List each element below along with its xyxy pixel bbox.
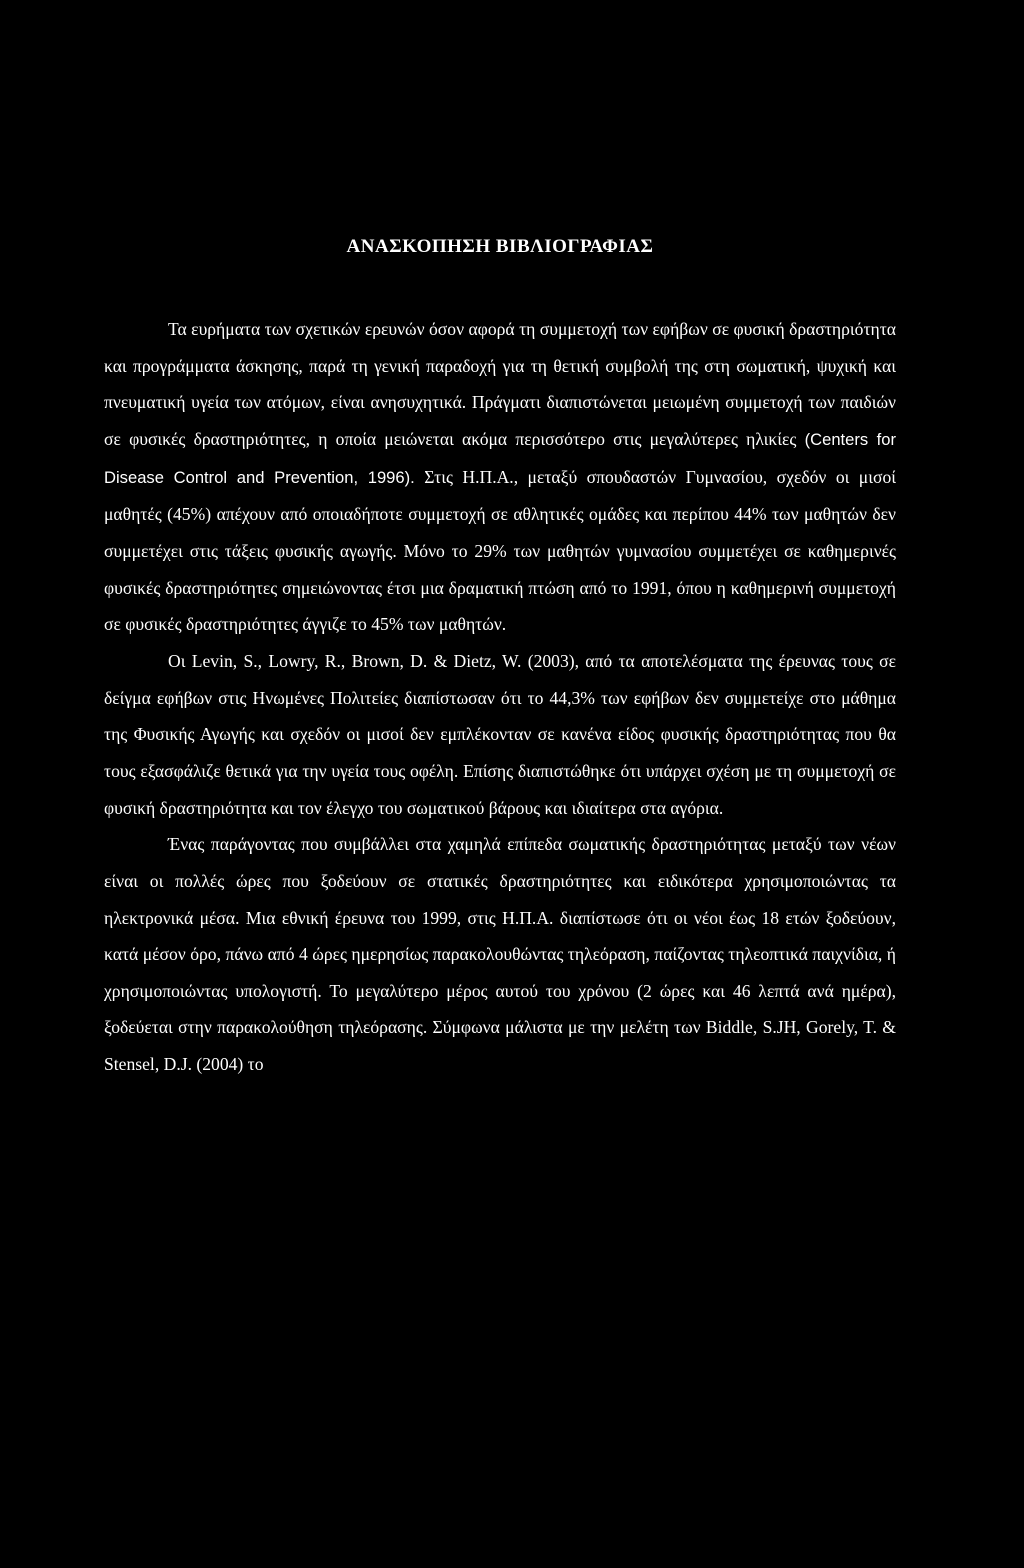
paragraph-1-text-start: Τα ευρήματα των σχετικών ερευνών όσον αφορά τη συμμετοχή των εφήβων σε φυσική δραστηριότητα και προγράμματα άσκησης, παρά τη γενική παραδοχή για τη θετική συμβολή της στη σωματική, ψυχική και πνευματική υγεία των ατόμων, είναι ανησυχητικά. Πράγματι διαπιστώνεται μειωμένη συμμετοχή των παιδιών σε φυσικές δραστηριότητες, η οποία μειώνεται ακόμα περισσότερο στις μεγαλύτερες ηλικίες (104, 319, 896, 449)
paragraph-2: Οι Levin, S., Lowry, R., Brown, D. & Dietz, W. (2003), από τα αποτελέσματα της έρευνας τους σε δείγμα εφήβων στις Ηνωμένες Πολιτείες διαπίστωσαν ότι το 44,3% των εφήβων δεν συμμετείχε στο μάθημα της Φυσικής Αγωγής και σχεδόν οι μισοί δεν εμπλέκονταν σε κανένα είδος φυσικής δραστηριότητας που θα τους εξασφάλιζε θετικά για την υγεία τους οφέλη. Επίσης διαπιστώθηκε ότι υπάρχει σχέση με τη συμμετοχή σε φυσική δραστηριότητα και τον έλεγχο του σωματικού βάρους και ιδιαίτερα στα αγόρια. (104, 650, 896, 818)
body-text (104, 311, 896, 1083)
citation-cdc: (Centers for Disease Control and Prevention, 1996). (104, 429, 896, 487)
paragraph-1 (104, 311, 896, 643)
paragraph-1-text-end: Στις Η.Π.Α., μεταξύ σπουδαστών Γυμνασίου, σχεδόν οι μισοί μαθητές (45%) απέχουν από οποιαδήποτε συμμετοχή σε αθλητικές ομάδες και περίπου 44% των μαθητών δεν συμμετέχει στις τάξεις φυσικής αγωγής. Μόνο το 29% των μαθητών γυμνασίου συμμετέχει σε καθημερινές φυσικές δραστηριότητες σημειώνοντας έτσι μια δραματική πτώση από το 1991, όπου η καθημερινή συμμετοχή σε φυσικές δραστηριότητες άγγιζε το 45% των μαθητών. (104, 466, 896, 635)
section-heading: ΑΝΑΣΚΟΠΗΣΗ ΒΙΒΛΙΟΓΡΑΦΙΑΣ (346, 236, 654, 257)
document-page (104, 0, 896, 1568)
paragraph-3: Ένας παράγοντας που συμβάλλει στα χαμηλά επίπεδα σωματικής δραστηριότητας μεταξύ των νέων είναι οι πολλές ώρες που ξοδεύουν σε στατικές δραστηριότητες και ειδικότερα χρησιμοποιώντας τα ηλεκτρονικά μέσα. Μια εθνική έρευνα του 1999, στις Η.Π.Α. διαπίστωσε ότι οι νέοι έως 18 ετών ξοδεύουν, κατά μέσον όρο, πάνω από 4 ώρες ημερησίως παρακολουθώντας τηλεόραση, παίζοντας τηλεοπτικά παιχνίδια, ή χρησιμοποιώντας υπολογιστή. Το μεγαλύτερο μέρος αυτού του χρόνου (2 ώρες και 46 λεπτά ανά ημέρα), ξοδεύεται στην παρακολούθηση τηλεόρασης. Σύμφωνα μάλιστα με την μελέτη των Biddle, S.JH, Gorely, T. & Stensel, D.J. (2004) το (104, 834, 896, 1075)
